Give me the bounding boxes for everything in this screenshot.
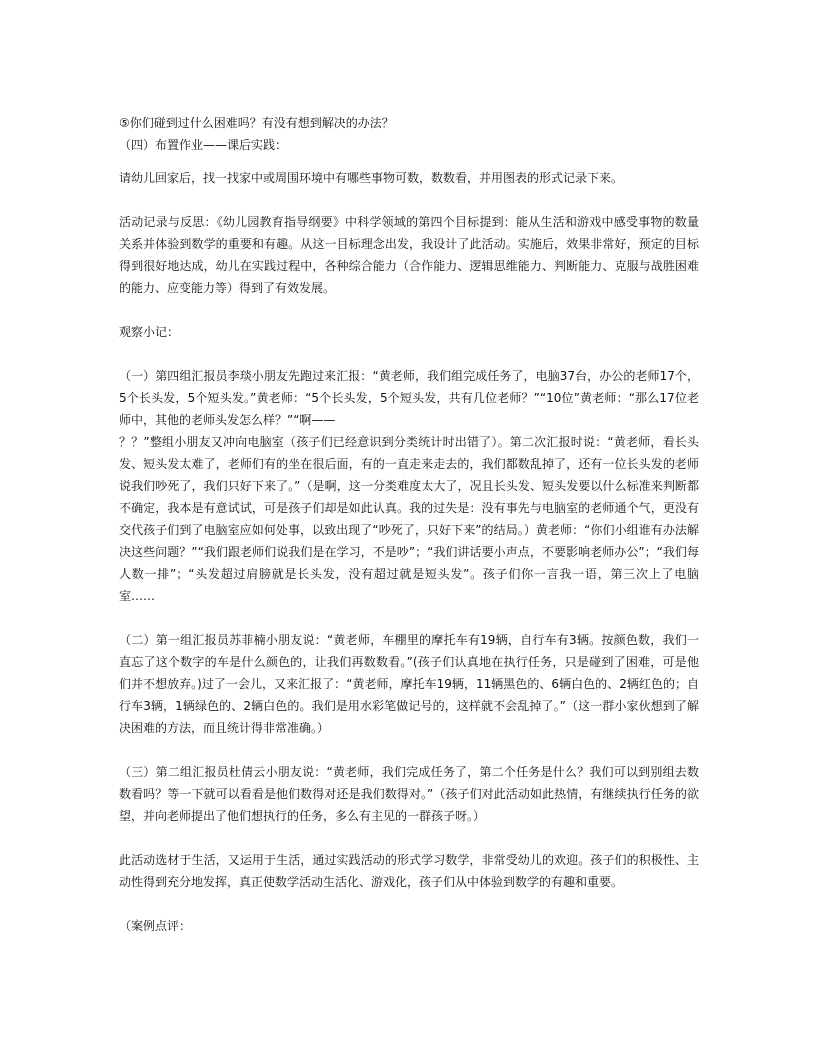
- reflection-paragraph: 活动记录与反思：《幼儿园教育指导纲要》中科学领域的第四个目标提到：能从生活和游戏中感受事物的数量关系并体验到数学的重要和有趣。从这一目标理念出发，我设计了此活动。实施后，效果非常好，预定的目标得到很好地达成，幼儿在实践过程中，各种综合能力（合作能力、逻辑思维能力、判断能力、克服与战胜困难的能力、应变能力等）得到了有效发展。: [119, 215, 699, 295]
- observation-title: 观察小记：: [119, 325, 180, 339]
- homework-paragraph: 请幼儿回家后，找一找家中或周围环境中有哪些事物可数，数数看，并用图表的形式记录下来。: [119, 171, 624, 185]
- observation-one-part-two: ？？”整组小朋友又冲向电脑室（孩子们已经意识到分类统计时出错了）。第二次汇报时说：“黄老师，看长头发、短头发太难了，老师们有的坐在很后面，有的一直走来走去的，我们都数乱掉了，还有一位长头发的老师说我们吵死了，我们只好下来了。”（是啊，这一分类难度太大了，况且长头发、短头发要以什么标准来判断都不确定，我本是有意试试，可是孩子们却是如此认真。我的过失是：没有事先与电脑室的老师通个气，更没有交代孩子们到了电脑室应如何处事，以致出现了“吵死了，只好下来”的结局。）黄老师：“你们小组谁有办法解决这些问题？”“我们跟老师们说我们是在学习，不是吵”；“我们讲话要小声点，不要影响老师办公”；“我们每人数一排”；“头发超过肩膀就是长头发，没有超过就是短头发”。孩子们你一言我一语，第三次上了电脑室……: [119, 435, 699, 603]
- case-comment-heading: （案例点评：: [119, 919, 192, 933]
- observation-one-part-one: （一）第四组汇报员李琰小朋友先跑过来汇报：“黄老师，我们组完成任务了，电脑37台，办公的老师17个，5个长头发，5个短头发。”黄老师：“5个长头发，5个短头发，共有几位老师？”“10位”黄老师：“那么17位老师中，其他的老师头发怎么样？”“啊——: [119, 369, 699, 427]
- observation-two: （二）第一组汇报员苏菲楠小朋友说：“黄老师，车棚里的摩托车有19辆，自行车有3辆。按颜色数，我们一直忘了这个数字的车是什么颜色的，让我们再数数看。”(孩子们认真地在执行任务，只是碰到了困难，可是他们并不想放弃。)过了一会儿，又来汇报了：“黄老师，摩托车19辆，11辆黑色的、6辆白色的、2辆红色的；自行车3辆，1辆绿色的、2辆白色的。我们是用水彩笔做记号的，这样就不会乱掉了。”（这一群小家伙想到了解决困难的方法，而且统计得非常准确。）: [119, 633, 699, 735]
- section-four-heading: （四）布置作业——课后实践：: [119, 138, 288, 152]
- document-body: [119, 112, 699, 937]
- observation-three: （三）第二组汇报员杜倩云小朋友说：“黄老师，我们完成任务了，第二个任务是什么？我们可以到别组去数数看吗？等一下就可以看看是他们数得对还是我们数得对。”（孩子们对此活动如此热情，有继续执行任务的欲望，并向老师提出了他们想执行的任务，多么有主见的一群孩子呀。）: [119, 765, 699, 823]
- question-five: ⑤你们碰到过什么困难吗？有没有想到解决的办法？: [119, 116, 394, 130]
- summary-paragraph: 此活动选材于生活，又运用于生活，通过实践活动的形式学习数学，非常受幼儿的欢迎。孩子们的积极性、主动性得到充分地发挥，真正使数学活动生活化、游戏化，孩子们从中体验到数学的有趣和重要。: [119, 853, 699, 889]
